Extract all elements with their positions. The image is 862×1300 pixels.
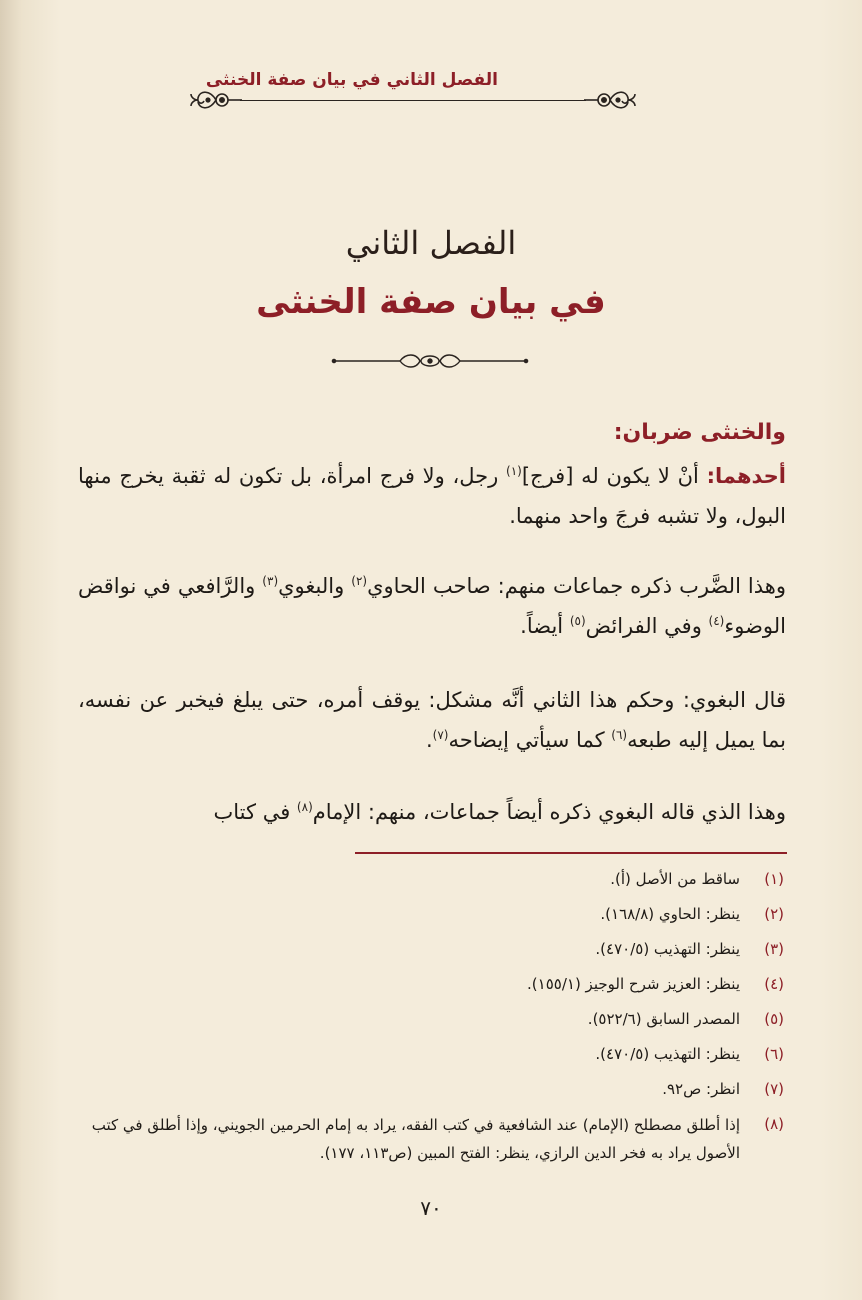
body-paragraph	[78, 680, 786, 760]
footnote-item	[60, 1037, 784, 1072]
footnote-number: (٢)	[764, 905, 784, 923]
flourish-ornament-right-icon	[582, 86, 638, 116]
footnote-text: ساقط من الأصل (أ).	[610, 870, 740, 888]
footnote-number: (٥)	[764, 1010, 784, 1028]
footnote-text: ينظر: العزيز شرح الوجيز (١٥٥/١).	[527, 975, 740, 993]
footnote-number: (٤)	[764, 975, 784, 993]
footnote-item	[60, 1002, 784, 1037]
paragraph-text: والرَّافعي في نواقض الوضوء	[78, 574, 786, 638]
footnote-reference[interactable]: (١)	[506, 464, 522, 478]
chapter-label: الفصل الثاني	[345, 224, 517, 262]
footnote-reference[interactable]: (٦)	[611, 728, 628, 742]
paragraph-text: أنْ لا يكون له [فرج]	[521, 464, 707, 488]
footnote-reference[interactable]: (٨)	[296, 800, 313, 814]
footnote-number: (٦)	[764, 1045, 784, 1063]
paragraph-text: رجل، ولا فرج امرأة، بل تكون له ثقبة يخرج منها البول، ولا تشبه فرجَ واحد منهما.	[78, 464, 786, 528]
footnote-number: (٧)	[764, 1080, 784, 1098]
paragraph-text: أيضاً.	[520, 614, 570, 638]
footnote-number: (٣)	[764, 940, 784, 958]
paragraph-text: .	[425, 728, 433, 752]
footnote-item	[60, 862, 784, 897]
flourish-ornament-left-icon	[188, 86, 244, 116]
paragraph-text: في كتاب	[213, 800, 297, 824]
footnote-item	[60, 1072, 784, 1107]
body-paragraph	[78, 456, 786, 536]
footnote-reference[interactable]: (٢)	[351, 574, 368, 588]
footnote-number: (٨)	[764, 1115, 784, 1133]
footnotes	[60, 862, 784, 1167]
footnote-text: ينظر: الحاوي (١٦٨/٨).	[600, 905, 740, 923]
footnote-item	[60, 1107, 784, 1167]
footnote-reference[interactable]: (٥)	[569, 614, 586, 628]
page-number: ٧٠	[420, 1196, 442, 1220]
footnote-text: انظر: ص٩٢.	[662, 1080, 740, 1098]
paragraph-text: وهذا الذي قاله البغوي ذكره أيضاً جماعات، منهم: الإمام	[312, 800, 786, 824]
section-subheading: والخنثى ضربان:	[613, 420, 786, 445]
paragraph-text: كما سيأتي إيضاحه	[448, 728, 612, 752]
title-divider-ornament-icon	[330, 350, 530, 372]
running-title: الفصل الثاني في بيان صفة الخنثى	[205, 70, 498, 90]
paragraph-text: قال البغوي: وحكم هذا الثاني أنَّه مشكل: يوقف أمره، حتى يبلغ فيخبر عن نفسه، بما يميل إليه طبعه	[78, 688, 786, 752]
body-paragraph	[78, 566, 786, 646]
footnote-text: المصدر السابق (٥٢٢/٦).	[587, 1010, 740, 1028]
footnote-item	[60, 967, 784, 1002]
footnote-item	[60, 932, 784, 967]
paragraph-text: والبغوي	[278, 574, 352, 598]
footnote-text: إذا أطلق مصطلح (الإمام) عند الشافعية في كتب الفقه، يراد به إمام الحرمين الجويني، وإذا أطلق في كتب الأصول يراد به فخر الدين الرازي، ينظر: الفتح المبين (ص١١٣، ١٧٧).	[91, 1116, 740, 1162]
footnote-reference[interactable]: (٣)	[262, 574, 279, 588]
paragraph-lead: أحدهما:	[706, 464, 786, 488]
footnote-reference[interactable]: (٧)	[432, 728, 449, 742]
footnote-text: ينظر: التهذيب (٤٧٠/٥).	[595, 940, 740, 958]
chapter-title: في بيان صفة الخنثى	[256, 282, 606, 322]
header-rule	[240, 100, 586, 101]
paragraph-text: وفي الفرائض	[585, 614, 709, 638]
body-paragraph	[78, 792, 786, 832]
footnote-number: (١)	[764, 870, 784, 888]
footnote-text: ينظر: التهذيب (٤٧٠/٥).	[595, 1045, 740, 1063]
footnote-reference[interactable]: (٤)	[708, 614, 725, 628]
footnote-separator	[355, 852, 787, 854]
footnote-item	[60, 897, 784, 932]
running-header	[188, 64, 638, 116]
paragraph-text: وهذا الضَّرب ذكره جماعات منهم: صاحب الحاوي	[367, 574, 786, 598]
